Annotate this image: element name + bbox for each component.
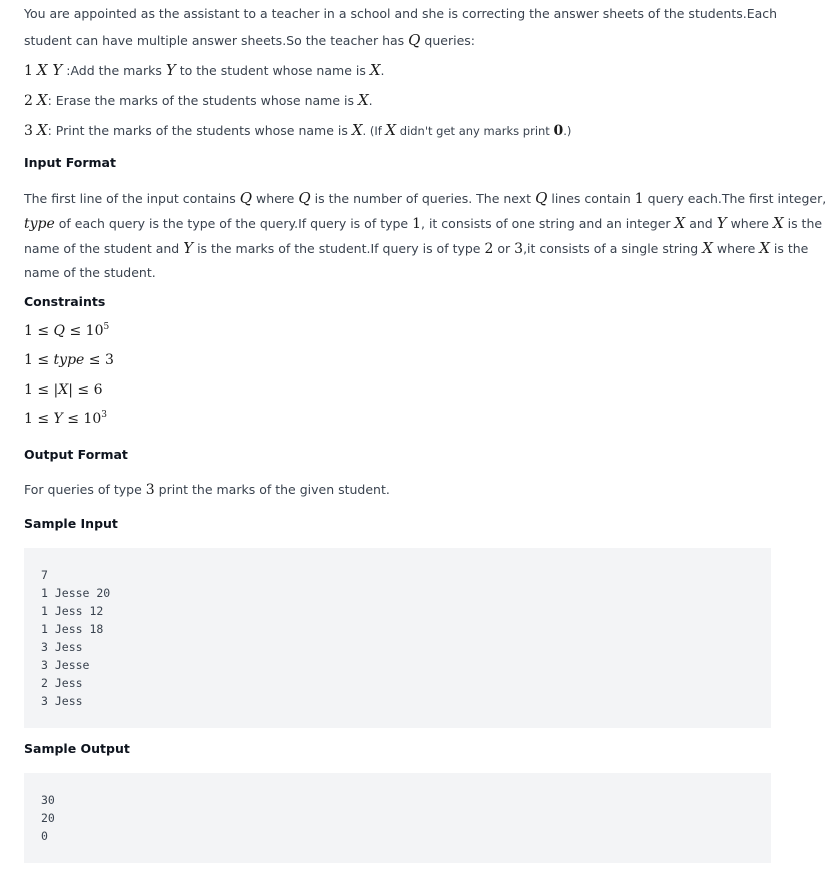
text: is the marks of the student.If query is of type [193,241,485,256]
intro-line-1 [24,1,777,27]
query-desc: to the student whose name is [175,63,370,78]
intro-text-2: student can have multiple answer sheets.So the teacher has [24,33,409,48]
intro-text-1: You are appointed as the assistant to a teacher in a school and she is correcting the answer sheets of the students.Each [24,6,778,21]
text: and [685,216,717,231]
sample-input-heading: Sample Input [24,516,118,531]
text: The first line of the input contains [24,191,240,206]
text: is the number of queries. The next [310,191,536,206]
math-text: 1 ≤ [24,352,54,368]
sample-input-box [24,548,771,728]
input-format-heading: Input Format [24,155,116,170]
math-var: type [24,216,55,232]
intro-line-2 [24,27,475,54]
math-var: Q [535,189,548,207]
sample-input-code: 7 1 Jesse 20 1 Jess 12 1 Jess 18 3 Jess 3 Jesse 2 Jess 3 Jess [41,568,111,708]
output-format-line [24,477,390,503]
text: or [493,241,515,256]
constraint-type [24,352,114,368]
math-var: Y [165,61,176,79]
math-var: Y [183,239,194,257]
query-desc: . [380,63,385,78]
query-type-1 [24,57,384,84]
math-text: 1 ≤ [24,323,54,339]
math-num: 0 [553,123,564,139]
input-format-line-4 [24,260,156,286]
text: of each query is the type of the query.If query is of type [54,216,413,231]
query-desc: didn't get any marks print [396,124,554,138]
math-exponent: 3 [101,410,107,420]
math-var: Q [298,189,311,207]
math-var: X [58,382,69,398]
text: print the marks of the given student. [154,482,390,497]
text: ,it consists of a single string [523,241,703,256]
query-vars: X [36,91,48,109]
query-type-2 [24,87,373,114]
query-desc: : Erase the marks of the students whose name is [47,93,358,108]
input-format-line-3 [24,235,808,262]
math-var: Q [53,323,66,339]
input-format-line-1 [24,185,826,212]
text: lines contain [547,191,635,206]
constraint-y [24,410,107,427]
math-var: X [357,91,369,109]
query-desc: .) [563,124,572,138]
output-format-heading: Output Format [24,447,128,462]
math-text: 1 ≤ [24,411,54,427]
text: name of the student. [24,265,156,280]
math-text: ≤ 10 [65,323,104,339]
math-text: ≤ 10 [62,411,102,427]
text: , it consists of one string and an integer [421,216,675,231]
math-var: X [702,239,713,257]
math-num: 3 [514,241,524,257]
math-num: 1 [634,191,644,207]
sample-output-heading: Sample Output [24,741,130,756]
math-var: Y [716,214,727,232]
query-type-3 [24,117,571,144]
text: where [252,191,299,206]
text: is the [769,241,809,256]
query-code: 2 [24,93,33,109]
query-desc: : Print the marks of the students whose name is [47,123,352,138]
text: is the [783,216,823,231]
text: where [712,241,760,256]
sample-output-box [24,773,771,863]
constraint-x [24,382,103,398]
math-text: | ≤ 6 [68,382,103,398]
math-var: X [369,61,381,79]
constraints-heading: Constraints [24,294,106,309]
query-desc: :Add the marks [62,63,166,78]
math-exponent: 5 [103,322,110,332]
text: where [726,216,773,231]
math-var: X [759,239,770,257]
sample-output-code: 30 20 0 [41,793,55,843]
math-var: Q [239,189,252,207]
math-var: Y [53,411,63,427]
text: name of the student and [24,241,184,256]
query-vars: X [36,121,48,139]
math-var: type [53,352,85,368]
query-desc: . [368,93,373,108]
math-var-q: Q [408,31,421,49]
math-num: 2 [484,241,494,257]
query-vars: X Y [36,61,63,79]
math-num: 3 [145,482,155,498]
input-format-line-2 [24,210,822,237]
text: For queries of type [24,482,146,497]
math-var: X [351,121,363,139]
constraint-q [24,322,109,339]
math-text: ≤ 3 [84,352,114,368]
intro-text-2b: queries: [420,33,476,48]
query-desc: . (If [362,124,386,138]
query-code: 1 [24,63,33,79]
math-text: 1 ≤ | [24,382,59,398]
math-var: X [385,121,397,139]
text: query each.The first integer, [643,191,826,206]
math-num: 1 [412,216,422,232]
math-var: X [674,214,686,232]
math-var: X [772,214,784,232]
query-code: 3 [24,123,33,139]
